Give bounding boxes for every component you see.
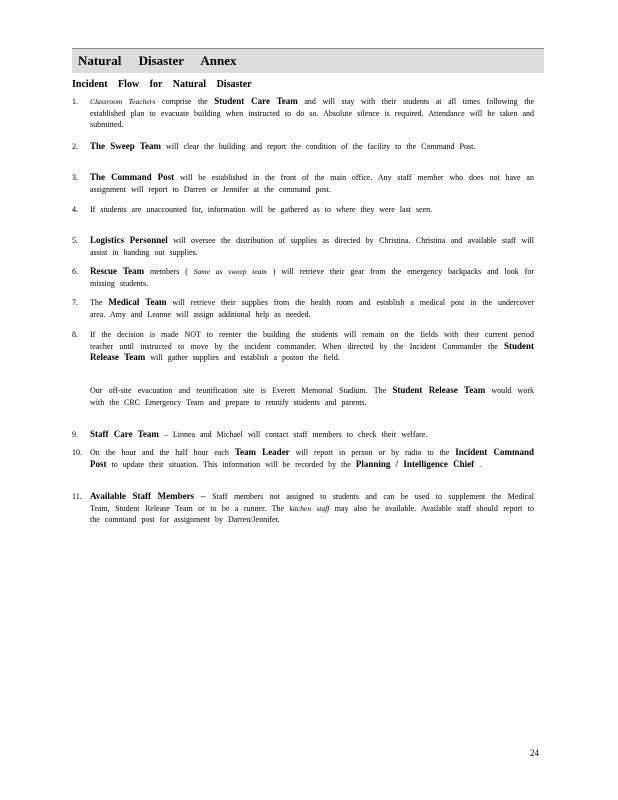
list-item-subparagraph: Our off-site evacuation and reunification site is Everett Memorial Stadium. The Student Release Team would work with the CRC Emergency Team and prepare to reunify students and parents.: [90, 385, 534, 407]
list-item: 11. Available Staff Members -- Staff members not assigned to students and can be used to supplement the Medical Team, Student Release Team or to be a runner. The kitchen staff may also be available. Available staff should report to the command post for assignment by Darren/Jennifer.: [72, 491, 534, 524]
list-item: 10. On the hour and the half hour each Team Leader will report in person or by radio to the Incident Command Post to update their situation. This information will be recorded by the Planning / Intelligence Chief .: [72, 447, 534, 469]
annex-header-bar: [72, 48, 544, 73]
list-item: 5. Logistics Personnel will oversee the distribution of supplies as directed by Christina. Christina and available staff will assist in handing out supplies.: [72, 235, 534, 257]
annex-title: Natural Disaster Annex: [78, 53, 237, 68]
list-item: 3. The Command Post will be established in the front of the main office. Any staff member who does not have an assignment will report to Darren or Jennifer at the command post.: [72, 172, 534, 194]
list-item: 7. The Medical Team will retrieve their supplies from the health room and establish a medical post in the undercover area. Amy and Leanne will assign additional help as needed.: [72, 297, 535, 319]
page-number: 24: [530, 748, 539, 758]
list-item: 2. The Sweep Team will clear the building and report the condition of the facility to the Command Post.: [72, 141, 476, 151]
list-item: 4. If students are unaccounted for, information will be gathered as to where they were last seen.: [72, 205, 433, 214]
list-item: 9. Staff Care Team – Linnea and Michael will contact staff members to check their welfare.: [72, 429, 428, 439]
list-item: 6. Rescue Team members ( Same as sweep team ) will retrieve their gear from the emergency backpacks and look for missing students.: [72, 266, 534, 288]
list-item: 8. If the decision is made NOT to reenter the building the students will remain on the fields with their current period teacher until instructed to move by the incident commander. When directed by the Incident Commander the Student Release Team will gather supplies and establish a poston the field.: [72, 330, 534, 362]
section-subtitle: Incident Flow for Natural Disaster: [72, 79, 252, 90]
list-item: 1. Classroom Teachers comprise the Student Care Team and will stay with their students at all times following the established plan to evacuate building when instructed to do so. Absolute silence is required. Attendance will be taken and submitted.: [72, 96, 534, 129]
